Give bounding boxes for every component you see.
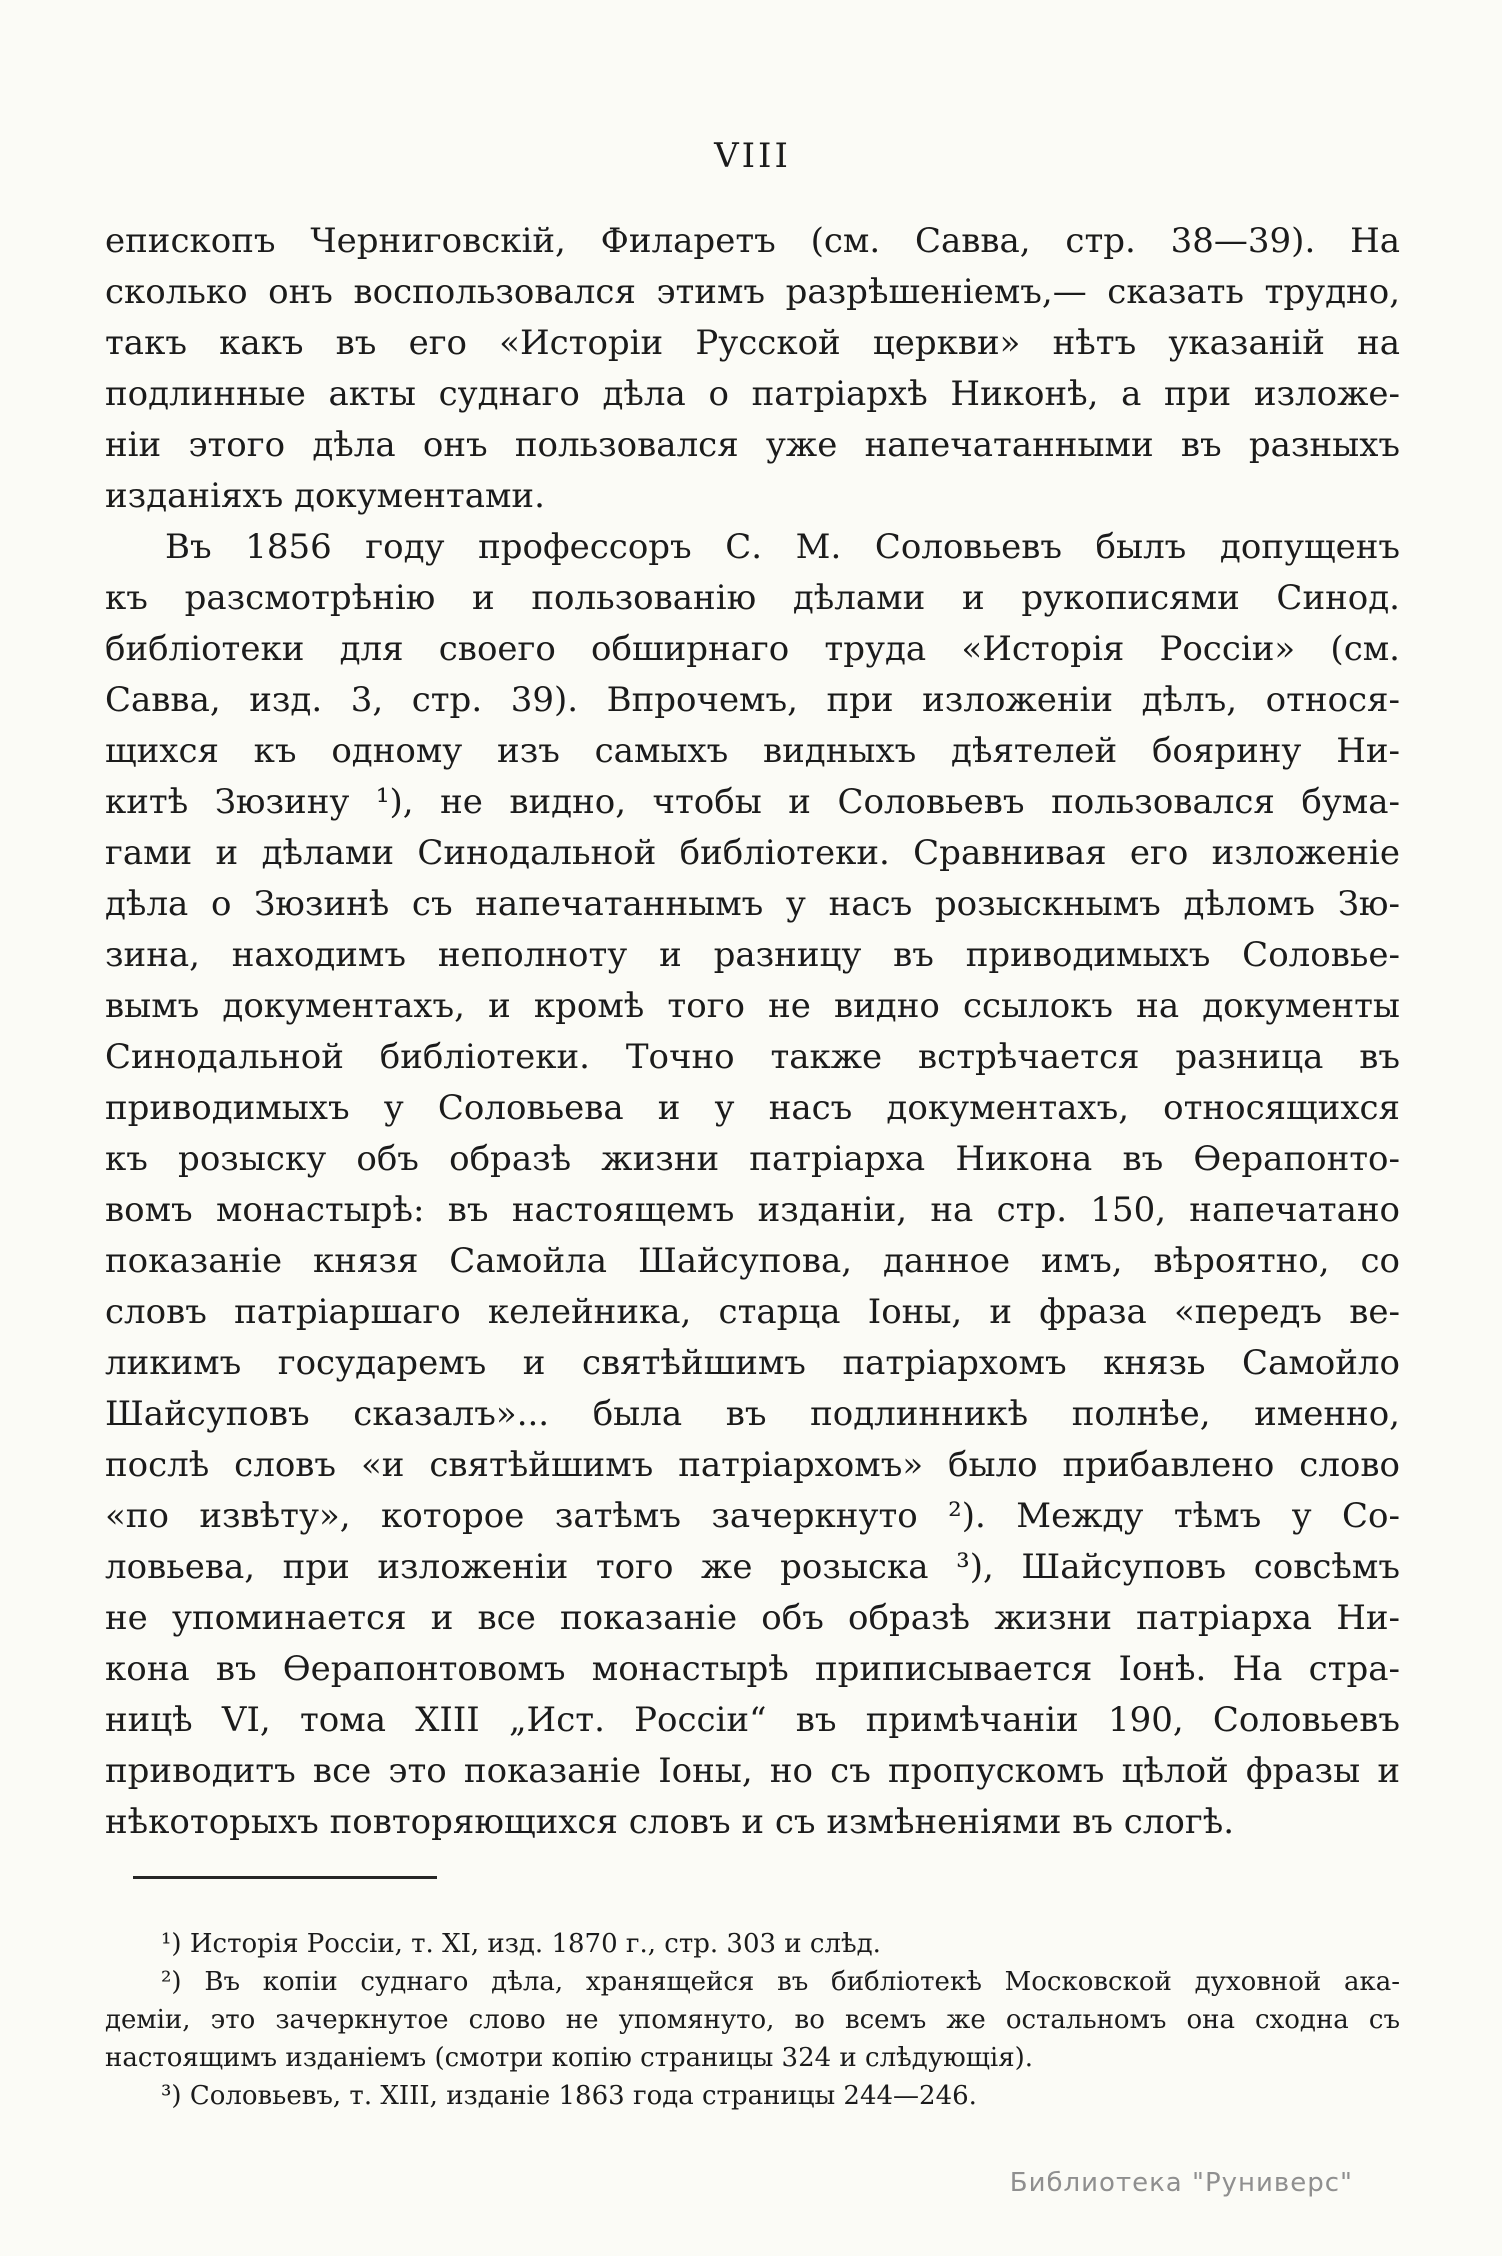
text-line: послѣ словъ «и святѣйшимъ патріархомъ» было прибавлено слово [105, 1445, 1400, 1485]
paragraph-1 [105, 216, 1400, 522]
text-line: ніи этого дѣла онъ пользовался уже напечатанными въ разныхъ [105, 425, 1400, 465]
main-text [105, 216, 1400, 1848]
text-line: ликимъ государемъ и святѣйшимъ патріархомъ князь Самойло [105, 1343, 1400, 1383]
text-line: настоящимъ изданіемъ (смотри копію страницы 324 и слѣдующія). [105, 2043, 1034, 2073]
text-line: епископъ Черниговскій, Филаретъ (см. Савва, стр. 38—39). На [105, 221, 1400, 261]
text-line: такъ какъ въ его «Исторіи Русской церкви» нѣтъ указаній на [105, 323, 1400, 363]
text-line: показаніе князя Самойла Шайсупова, данное имъ, вѣроятно, со [105, 1241, 1400, 1281]
text-line: къ разсмотрѣнію и пользованію дѣлами и рукописями Синод. [105, 578, 1400, 618]
text-line: деміи, это зачеркнутое слово не упомянуто, во всемъ же остальномъ она сходна съ [105, 2005, 1400, 2035]
footnote-2 [105, 1963, 1400, 2077]
text-line: ¹) Исторія Россіи, т. XI, изд. 1870 г., стр. 303 и слѣд. [161, 1929, 881, 1959]
text-line: Шайсуповъ сказалъ»... была въ подлинникѣ полнѣе, именно, [105, 1394, 1400, 1434]
text-line: вомъ монастырѣ: въ настоящемъ изданіи, на стр. 150, напечатано [105, 1190, 1400, 1230]
text-line: изданіяхъ документами. [105, 476, 545, 516]
text-line: не упоминается и все показаніе объ образѣ жизни патріарха Ни- [105, 1598, 1400, 1638]
footnotes-block [105, 1925, 1400, 2115]
text-line: дѣла о Зюзинѣ съ напечатаннымъ у насъ розыскнымъ дѣломъ Зю- [105, 884, 1400, 924]
text-line: Савва, изд. 3, стр. 39). Впрочемъ, при изложеніи дѣлъ, относя- [105, 680, 1400, 720]
text-line: нѣкоторыхъ повторяющихся словъ и съ измѣненіями въ слогѣ. [105, 1802, 1235, 1842]
text-line: китѣ Зюзину ¹), не видно, чтобы и Соловьевъ пользовался бума- [105, 782, 1400, 822]
text-line: библіотеки для своего обширнаго труда «Исторія Россіи» (см. [105, 629, 1400, 669]
page-number: VIII [714, 136, 791, 176]
text-line: ²) Въ копіи суднаго дѣла, хранящейся въ библіотекѣ Московской духовной ака- [161, 1967, 1400, 1997]
text-line: «по извѣту», которое затѣмъ зачеркнуто ²). Между тѣмъ у Со- [105, 1496, 1400, 1536]
text-line: ницѣ VI, тома XIII „Ист. Россіи“ въ примѣчаніи 190, Соловьевъ [105, 1700, 1400, 1740]
text-line: приводитъ все это показаніе Іоны, но съ пропускомъ цѣлой фразы и [105, 1751, 1400, 1791]
library-watermark: Библиотека "Руниверс" [1009, 2168, 1353, 2198]
text-line: къ розыску объ образѣ жизни патріарха Никона въ Ѳерапонто- [105, 1139, 1400, 1179]
text-line: ³) Соловьевъ, т. XIII, изданіе 1863 года страницы 244—246. [161, 2081, 977, 2111]
footnote-3 [105, 2077, 1400, 2115]
text-line: сколько онъ воспользовался этимъ разрѣшеніемъ,— сказать трудно, [105, 272, 1400, 312]
text-line: ловьева, при изложеніи того же розыска ³), Шайсуповъ совсѣмъ [105, 1547, 1400, 1587]
text-line: Въ 1856 году профессоръ С. М. Соловьевъ былъ допущенъ [165, 527, 1400, 567]
text-line: подлинные акты суднаго дѣла о патріархѣ Никонѣ, а при изложе- [105, 374, 1400, 414]
text-line: вымъ документахъ, и кромѣ того не видно ссылокъ на документы [105, 986, 1400, 1026]
text-line: щихся къ одному изъ самыхъ видныхъ дѣятелей боярину Ни- [105, 731, 1400, 771]
text-line: гами и дѣлами Синодальной библіотеки. Сравнивая его изложеніе [105, 833, 1400, 873]
footnote-separator [133, 1876, 437, 1879]
text-line: приводимыхъ у Соловьева и у насъ документахъ, относящихся [105, 1088, 1400, 1128]
footnote-1 [105, 1925, 1400, 1963]
text-line: словъ патріаршаго келейника, старца Іоны, и фраза «передъ ве- [105, 1292, 1400, 1332]
text-line: кона въ Ѳерапонтовомъ монастырѣ приписывается Іонѣ. На стра- [105, 1649, 1400, 1689]
text-line: зина, находимъ неполноту и разницу въ приводимыхъ Соловье- [105, 935, 1400, 975]
text-line: Синодальной библіотеки. Точно также встрѣчается разница въ [105, 1037, 1400, 1077]
paragraph-2 [105, 522, 1400, 1848]
